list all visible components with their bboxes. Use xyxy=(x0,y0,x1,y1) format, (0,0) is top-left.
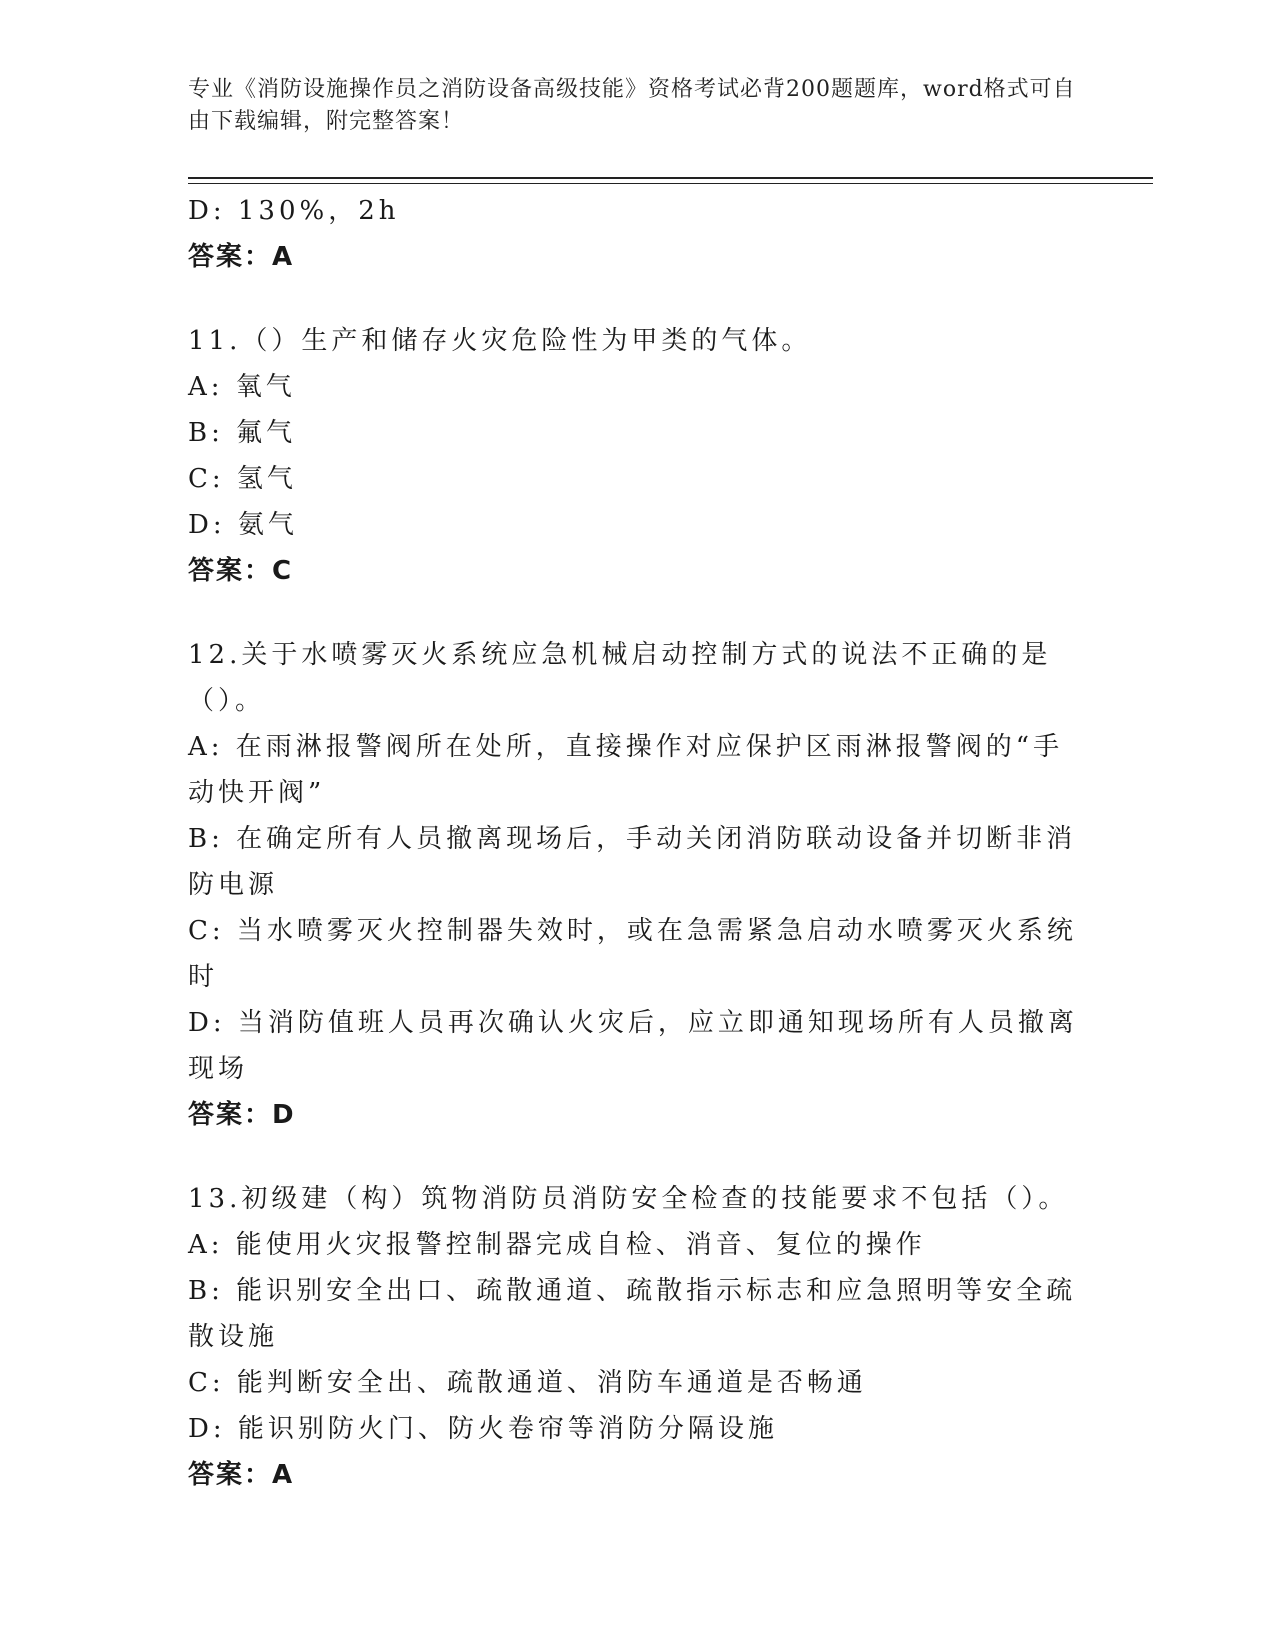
option-b: B: 氟气 xyxy=(188,418,297,448)
option-b: B: 在确定所有人员撤离现场后，手动关闭消防联动设备并切断非消防电源 xyxy=(188,824,1077,900)
answer: 答案：D xyxy=(188,1100,296,1130)
question-11 xyxy=(188,318,1088,594)
option-a: A: 氧气 xyxy=(188,372,296,402)
option-c: C: 能判断安全出、疏散通道、消防车通道是否畅通 xyxy=(188,1368,867,1398)
question-stem: 11.（）生产和储存火灾危险性为甲类的气体。 xyxy=(188,326,812,356)
option-d: D: 当消防值班人员再次确认火灾后，应立即通知现场所有人员撤离现场 xyxy=(188,1008,1078,1084)
option-b: B: 能识别安全出口、疏散通道、疏散指示标志和应急照明等安全疏散设施 xyxy=(188,1276,1077,1352)
option-a: A: 能使用火灾报警控制器完成自检、消音、复位的操作 xyxy=(188,1230,926,1260)
option-d: D: 氨气 xyxy=(188,510,298,540)
question-stem: 12.关于水喷雾灭火系统应急机械启动控制方式的说法不正确的是（）。 xyxy=(188,640,1052,716)
question-stem: 13.初级建（构）筑物消防员消防安全检查的技能要求不包括（）。 xyxy=(188,1184,1069,1214)
option-a: A: 在雨淋报警阀所在处所，直接操作对应保护区雨淋报警阀的“手动快开阀” xyxy=(188,732,1064,808)
header-rule-thick xyxy=(188,177,1153,179)
header-rule-thin xyxy=(188,183,1153,184)
option-c: C: 氢气 xyxy=(188,464,297,494)
answer: 答案：A xyxy=(188,1460,295,1490)
option-d: D: 130%，2h xyxy=(188,196,400,226)
document-body xyxy=(188,188,1088,1498)
option-c: C: 当水喷雾灭火控制器失效时，或在急需紧急启动水喷雾灭火系统时 xyxy=(188,916,1077,992)
question-12 xyxy=(188,632,1088,1138)
option-d: D: 能识别防火门、防火卷帘等消防分隔设施 xyxy=(188,1414,778,1444)
document-header: 专业《消防设施操作员之消防设备高级技能》资格考试必背200题题库，word格式可自由下载编辑，附完整答案！ xyxy=(188,77,1076,134)
question-13 xyxy=(188,1176,1088,1498)
answer: 答案：C xyxy=(188,556,294,586)
answer: 答案：A xyxy=(188,242,295,272)
